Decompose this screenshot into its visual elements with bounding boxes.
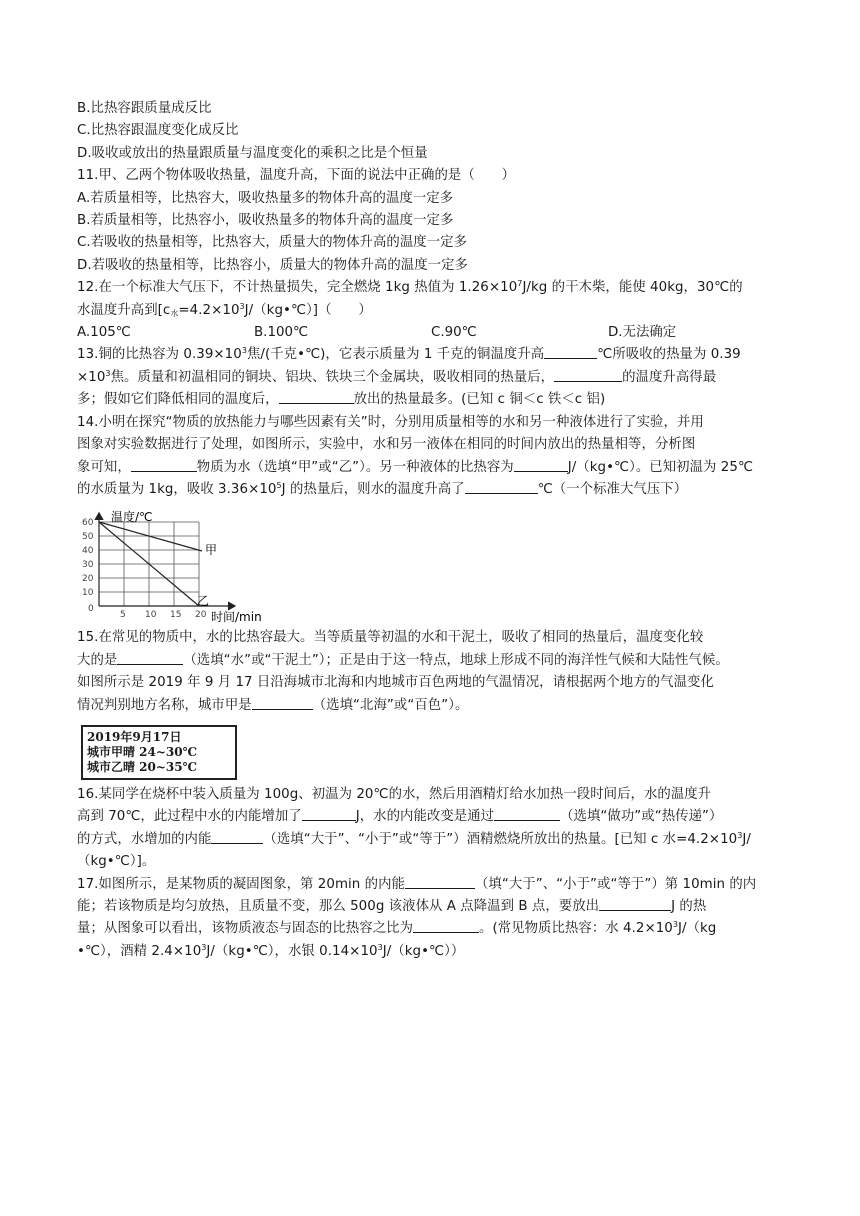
q15-line2: 大的是 （选填“水”或“干泥土”）；正是由于这一特点，地球上形成不同的海洋性气候和大陆性气候。 (77, 652, 729, 668)
worksheet-page (77, 98, 785, 963)
y-tick-label: 50 (82, 532, 94, 543)
q11-stem: 11.甲、乙两个物体吸收热量，温度升高，下面的说法中正确的是（ ） (77, 168, 516, 184)
q15-line4: 情况判别地方名称，城市甲是 （选填“北海”或“百色”）。 (77, 697, 469, 713)
q12-stem-line1: 12.在一个标准大气压下，不计热量损失，完全燃烧 1kg 热值为 $1.26\times 10^7J/kg$ 的干木柴，能使 40kg，30℃的 (77, 279, 743, 296)
q15-line1: 15.在常见的物质中，水的比热容最大。当等质量等初温的水和干泥土，吸收了相同的热量后，温度变化较 (77, 630, 704, 646)
answer-blank[interactable] (465, 480, 538, 494)
answer-blank[interactable] (131, 458, 197, 472)
q12-option-a: A.105℃ (77, 325, 131, 341)
series-line-jia (99, 522, 202, 551)
temperature-time-graph (79, 507, 279, 625)
graph-origin-label: 0 (88, 604, 94, 615)
q13-line2: $\times 10^3$焦。质量和初温相同的铜块、铝块、铁块三个金属块，吸收相同的热量后， 的温度升高得最 (77, 368, 717, 385)
q17-line2: 能；若该物质是均匀放热，且质量不变，那么 500g 该液体从 A 点降温到 B 点，要放出 J 的热 (77, 898, 707, 914)
q16-line1: 16.某同学在烧杯中装入质量为 100g、初温为 20℃的水，然后用酒精灯给水加热一段时间后，水的温度升 (77, 786, 712, 802)
answer-blank[interactable] (117, 651, 183, 665)
x-tick-label: 15 (170, 610, 182, 621)
q16-line2: 高到 70℃，此过程中水的内能增加了 J，水的内能改变是通过 （选填“做功”或“热传递”） (77, 809, 723, 825)
q10-option-c: C.比热容跟温度变化成反比 (77, 123, 239, 139)
series-label-jia: 甲 (205, 543, 218, 558)
y-tick-label: 60 (82, 518, 94, 529)
answer-blank[interactable] (599, 897, 671, 911)
answer-blank[interactable] (514, 458, 568, 472)
q17-line4: •℃），酒精 $2.4\times 10^3J/(kg•℃)$，水银 $0.14\times 10^3J/(kg•℃)$） (77, 942, 465, 959)
answer-blank[interactable] (554, 368, 622, 382)
series-label-yi: 乙 (197, 594, 210, 609)
q16-line4: （kg•℃）]。 (77, 854, 156, 870)
q12-option-b: B.100℃ (254, 325, 309, 341)
answer-blank[interactable] (413, 919, 479, 933)
answer-blank[interactable] (252, 696, 313, 710)
y-tick-label: 10 (82, 588, 94, 599)
q11-option-a: A.若质量相等，比热容大，吸收热量多的物体升高的温度一定多 (77, 190, 454, 206)
answer-blank[interactable] (405, 875, 475, 889)
answer-blank[interactable] (544, 345, 597, 359)
graph-y-label: 温度/℃ (111, 510, 153, 525)
answer-blank[interactable] (211, 830, 263, 844)
weather-city-b: 城市乙晴 20~35℃ (87, 759, 198, 774)
y-tick-label: 40 (82, 546, 94, 557)
x-tick-label: 5 (120, 610, 126, 621)
y-tick-label: 20 (82, 574, 94, 585)
q11-option-b: B.若质量相等，比热容小，吸收热量多的物体升高的温度一定多 (77, 213, 454, 229)
weather-info-box (81, 725, 237, 780)
y-tick-label: 30 (82, 560, 94, 571)
weather-city-a: 城市甲晴 24~30℃ (87, 744, 198, 759)
q17-line3: 量；从图象可以看出，该物质液态与固态的比热容之比为 。(常见物质比热容：水 $4.2\times 10^3J/(kg$ (77, 920, 717, 937)
answer-blank[interactable] (302, 807, 356, 821)
weather-date: 2019年9月17日 (87, 729, 182, 744)
q11-option-d: D.若吸收的热量相等，比热容小，质量大的物体升高的温度一定多 (77, 257, 469, 273)
q13-line3: 多；假如它们降低相同的温度后， 放出的热量最多。(已知 c 铜＜c 铁＜c 铝) (77, 392, 606, 408)
answer-blank[interactable] (494, 807, 560, 821)
x-tick-label: 10 (145, 610, 157, 621)
q15-line3: 如图所示是 2019 年 9 月 17 日沿海城市北海和内地城市百色两地的气温情况，请根据两个地方的气温变化 (77, 675, 714, 691)
q12-option-c: C.90℃ (431, 325, 477, 341)
q14-line2: 图象对实验数据进行了处理，如图所示，实验中，水和另一液体在相同的时间内放出的热量相等，分析图 (77, 437, 696, 453)
q14-line1: 14.小明在探究“物质的放热能力与哪些因素有关”时，分别用质量相等的水和另一种液体进行了实验，并用 (77, 414, 704, 430)
q14-line4: 的水质量为 1kg，吸收 $3.36\times 10^5J$ 的热量后，则水的温度升高了 ℃（一个标准大气压下） (77, 480, 688, 497)
x-tick-label: 20 (195, 610, 207, 621)
graph-x-label: 时间/min (211, 610, 262, 625)
q13-line1: 13.铜的比热容为 $0.39\times 10^3$焦/(千克•℃)，它表示质量为 1 千克的铜温度升高 ℃所吸收的热量为 0.39 (77, 346, 741, 363)
q14-line3: 象可知， 物质为水（选填“甲”或“乙”）。另一种液体的比热容为 J/（kg•℃）。已知初温为 25℃ (77, 459, 754, 475)
q12-option-d: D.无法确定 (608, 325, 677, 341)
q11-option-c: C.若吸收的热量相等，比热容大，质量大的物体升高的温度一定多 (77, 235, 468, 251)
q17-line1: 17.如图所示，是某物质的凝固图象，第 20min 的内能 （填“大于”、“小于”或“等于”）第 10min 的内 (77, 876, 757, 892)
q12-stem-line2: 水温度升高到$[c_水=4.2\times 10^3J/(kg•℃)]$（ ） (77, 301, 372, 318)
q10-option-b: B.比热容跟质量成反比 (77, 101, 212, 116)
q16-line3: 的方式，水增加的内能 （选填“大于”、“小于”或“等于”）酒精燃烧所放出的热量。[已知 c 水$=4.2\times 10^3J/$ (77, 830, 751, 847)
q10-option-d: D.吸收或放出的热量跟质量与温度变化的乘积之比是个恒量 (77, 145, 428, 161)
q12-options (77, 322, 785, 344)
answer-blank[interactable] (279, 390, 354, 404)
